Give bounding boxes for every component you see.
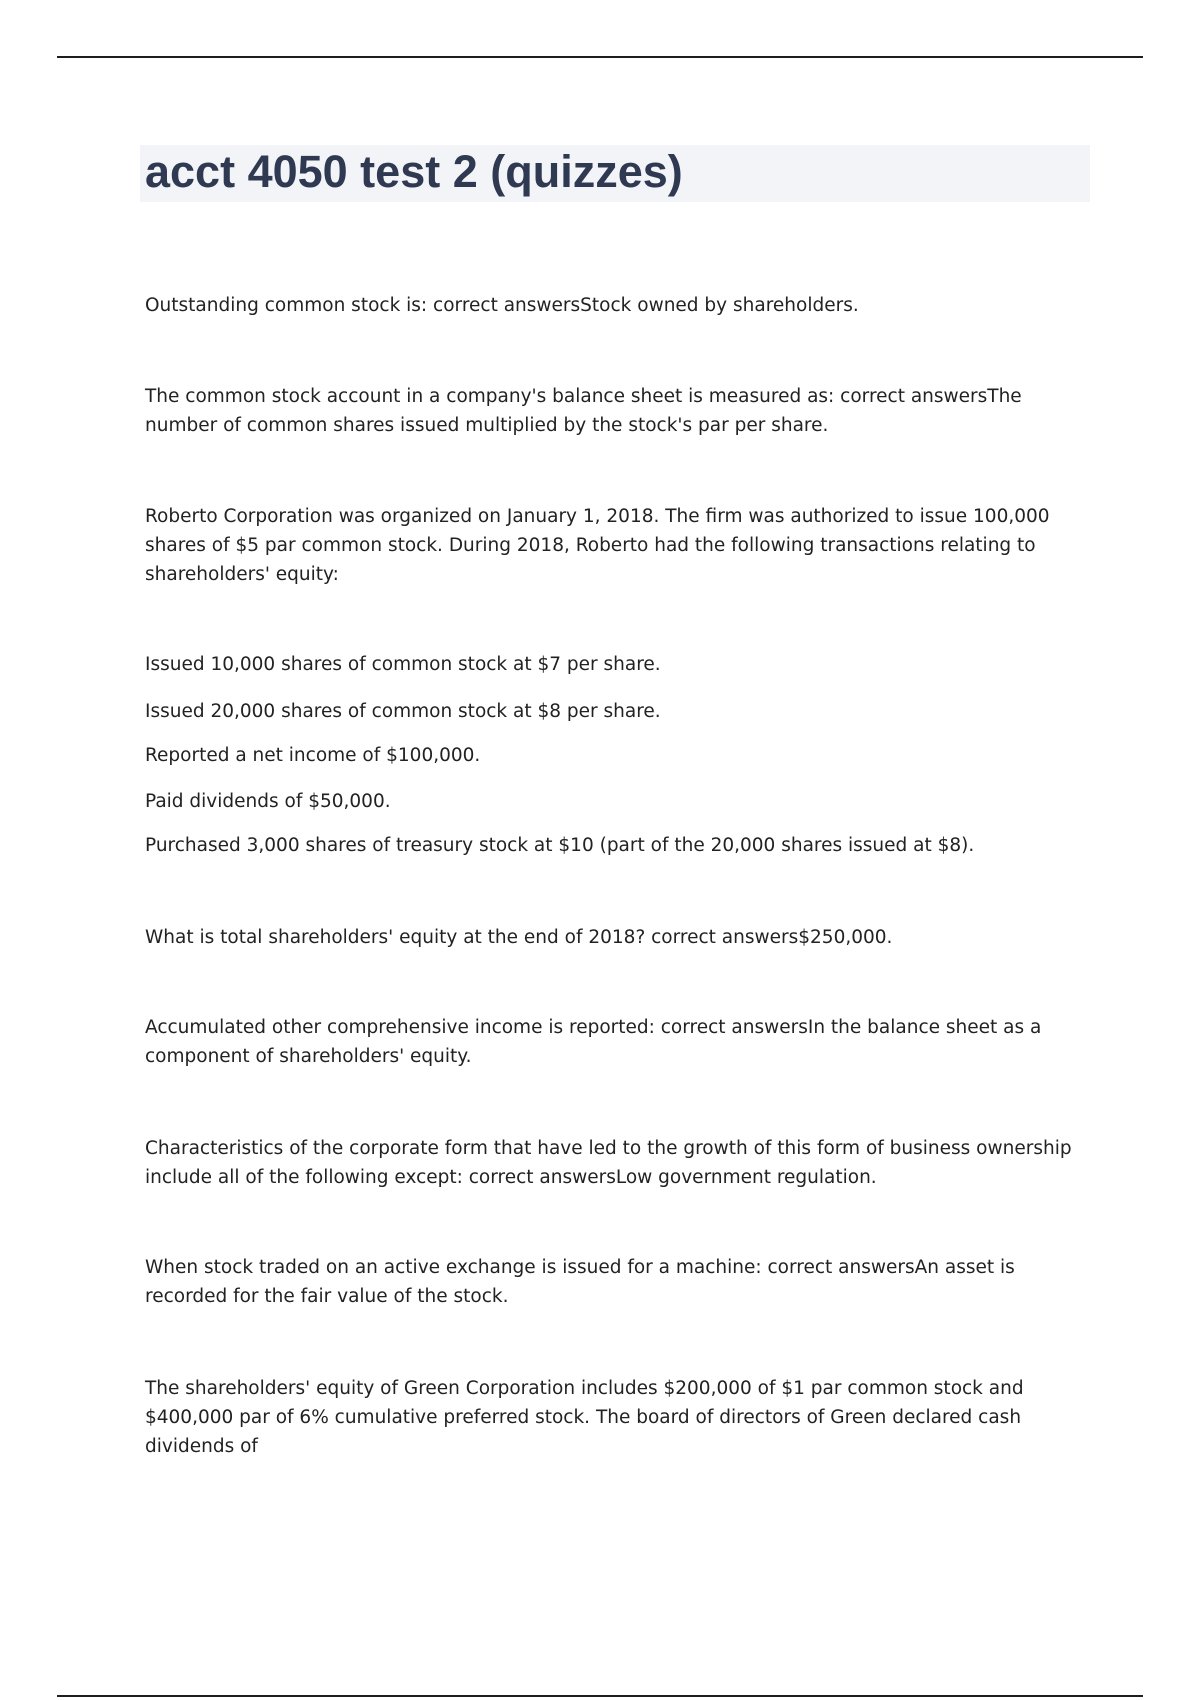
transaction-item-2: Issued 20,000 shares of common stock at $8 per share. bbox=[145, 701, 661, 722]
question-total-equity: What is total shareholders' equity at the end of 2018? correct answers$250,000. bbox=[145, 927, 893, 948]
question-roberto-intro: Roberto Corporation was organized on January 1, 2018. The firm was authorized to issue 100,000 shares of $5 par common stock. During 2018, Roberto had the following transactions relating to shareholders' equity: bbox=[145, 506, 1050, 585]
question-green-corporation: The shareholders' equity of Green Corporation includes $200,000 of $1 par common stock and $400,000 par of 6% cumulative preferred stock. The board of directors of Green declared cash dividends of bbox=[145, 1378, 1024, 1457]
transaction-item-4: Paid dividends of $50,000. bbox=[145, 791, 391, 812]
transaction-item-5: Purchased 3,000 shares of treasury stock at $10 (part of the 20,000 shares issued at $8). bbox=[145, 835, 975, 856]
header-rule bbox=[57, 56, 1143, 58]
question-common-stock-account: The common stock account in a company's balance sheet is measured as: correct answersThe number of common shares issued multiplied by the stock's par per share. bbox=[145, 386, 1022, 436]
question-aoci: Accumulated other comprehensive income is reported: correct answersIn the balance sheet as a component of shareholders' equity. bbox=[145, 1017, 1042, 1067]
transaction-item-1: Issued 10,000 shares of common stock at $7 per share. bbox=[145, 654, 661, 675]
document-title: acct 4050 test 2 (quizzes) bbox=[145, 146, 683, 197]
question-outstanding-stock: Outstanding common stock is: correct answersStock owned by shareholders. bbox=[145, 295, 859, 316]
question-stock-for-machine: When stock traded on an active exchange is issued for a machine: correct answersAn asset is recorded for the fair value of the stock. bbox=[145, 1257, 1015, 1307]
transaction-item-3: Reported a net income of $100,000. bbox=[145, 745, 481, 766]
footer-rule bbox=[57, 1695, 1143, 1697]
question-corporate-form: Characteristics of the corporate form that have led to the growth of this form of business ownership include all of the following except: correct answersLow government regulation. bbox=[145, 1138, 1072, 1188]
